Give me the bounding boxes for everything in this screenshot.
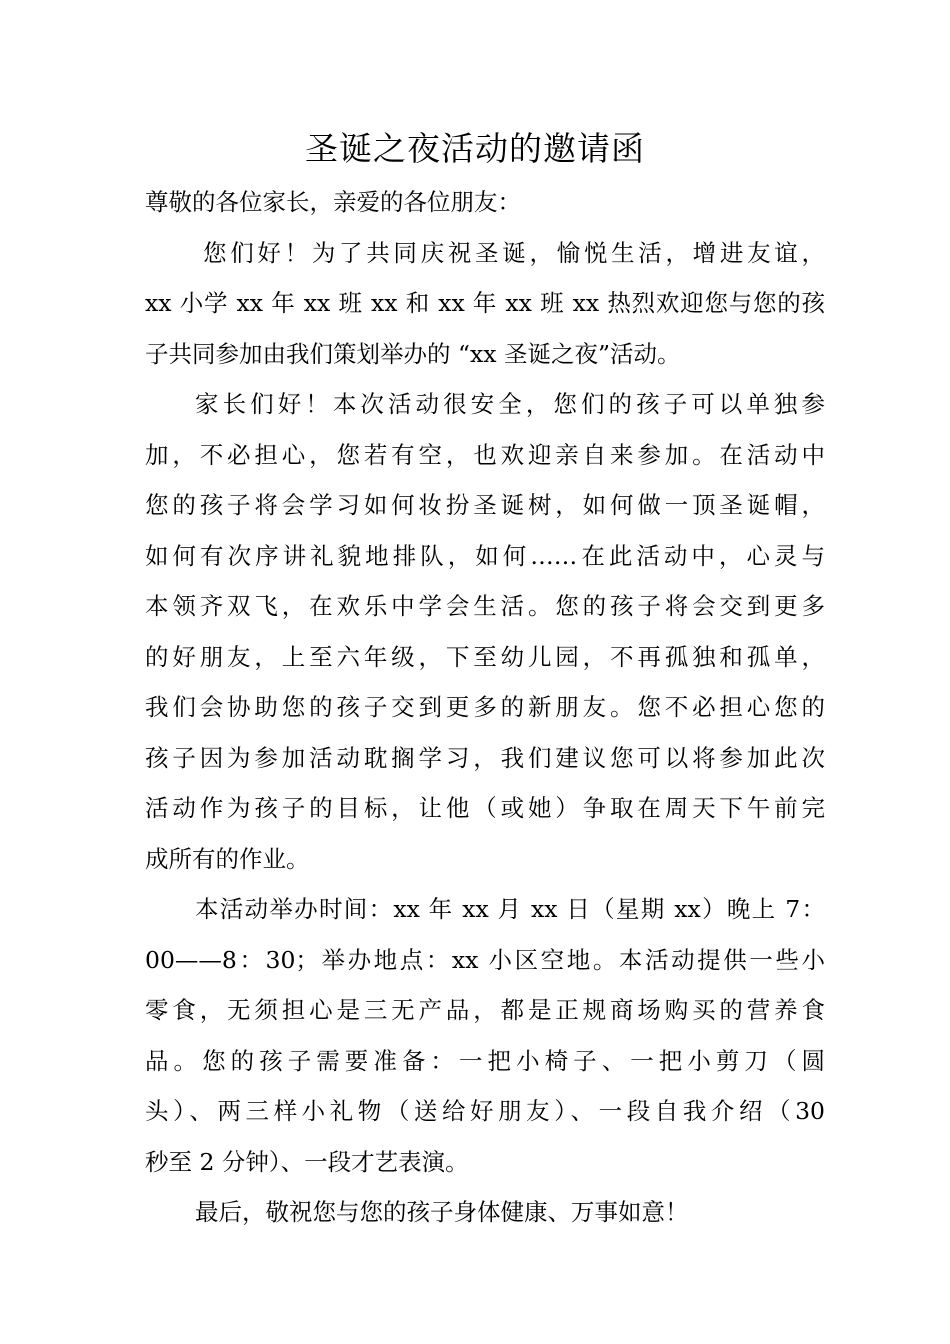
paragraph-line: 00——8：30；举办地点：xx 小区空地。本活动提供一些小	[145, 945, 825, 974]
paragraph-line: 孩子因为参加活动耽搁学习，我们建议您可以将参加此次	[145, 743, 825, 772]
paragraph-2	[145, 379, 825, 884]
paragraph-line: 秒至 2 分钟）、一段才艺表演。	[145, 1147, 469, 1176]
paragraph-line: 加，不必担心，您若有空，也欢迎亲自来参加。在活动中	[145, 440, 825, 469]
paragraph-line: 子共同参加由我们策划举办的 “xx 圣诞之夜”活动。	[145, 339, 681, 368]
paragraph-line: xx 小学 xx 年 xx 班 xx 和 xx 年 xx 班 xx 热烈欢迎您与您的孩	[145, 289, 825, 317]
paragraph-line: 本领齐双飞，在欢乐中学会生活。您的孩子将会交到更多	[145, 592, 825, 620]
paragraph-line: 本活动举办时间：xx 年 xx 月 xx 日（星期 xx）晚上 7：	[195, 895, 825, 923]
paragraph-line: 您们好！为了共同庆祝圣诞，愉悦生活，增进友谊，	[203, 238, 825, 267]
paragraph-line: 零食，无须担心是三无产品，都是正规商场购买的营养食	[145, 996, 825, 1024]
paragraph-3	[145, 884, 825, 1187]
paragraph-line: 我们会协助您的孩子交到更多的新朋友。您不必担心您的	[145, 693, 825, 721]
paragraph-line: 的好朋友，上至六年级，下至幼儿园，不再孤独和孤单，	[145, 642, 825, 671]
paragraph-line: 您的孩子将会学习如何妆扮圣诞树，如何做一顶圣诞帽，	[145, 491, 825, 519]
document-title: 圣诞之夜活动的邀请函	[305, 129, 645, 168]
paragraph-line: 如何有次序讲礼貌地排队，如何……在此活动中，心灵与	[145, 541, 825, 570]
paragraph-line: 品。您的孩子需要准备：一把小椅子、一把小剪刀（圆	[145, 1046, 825, 1075]
closing-line: 最后，敬祝您与您的孩子身体健康、万事如意！	[195, 1198, 689, 1226]
paragraph-line: 活动作为孩子的目标，让他（或她）争取在周天下午前完	[145, 794, 825, 822]
paragraph-line: 成所有的作业。	[145, 844, 310, 873]
salutation: 尊敬的各位家长，亲爱的各位朋友：	[145, 188, 521, 216]
letter-body	[145, 177, 825, 1238]
paragraph-line: 头）、两三样小礼物（送给好朋友）、一段自我介绍（30	[145, 1097, 825, 1125]
paragraph-4	[145, 1187, 825, 1238]
paragraph-line: 家长们好！本次活动很安全，您们的孩子可以单独参	[195, 390, 825, 418]
paragraph-1	[145, 228, 825, 380]
